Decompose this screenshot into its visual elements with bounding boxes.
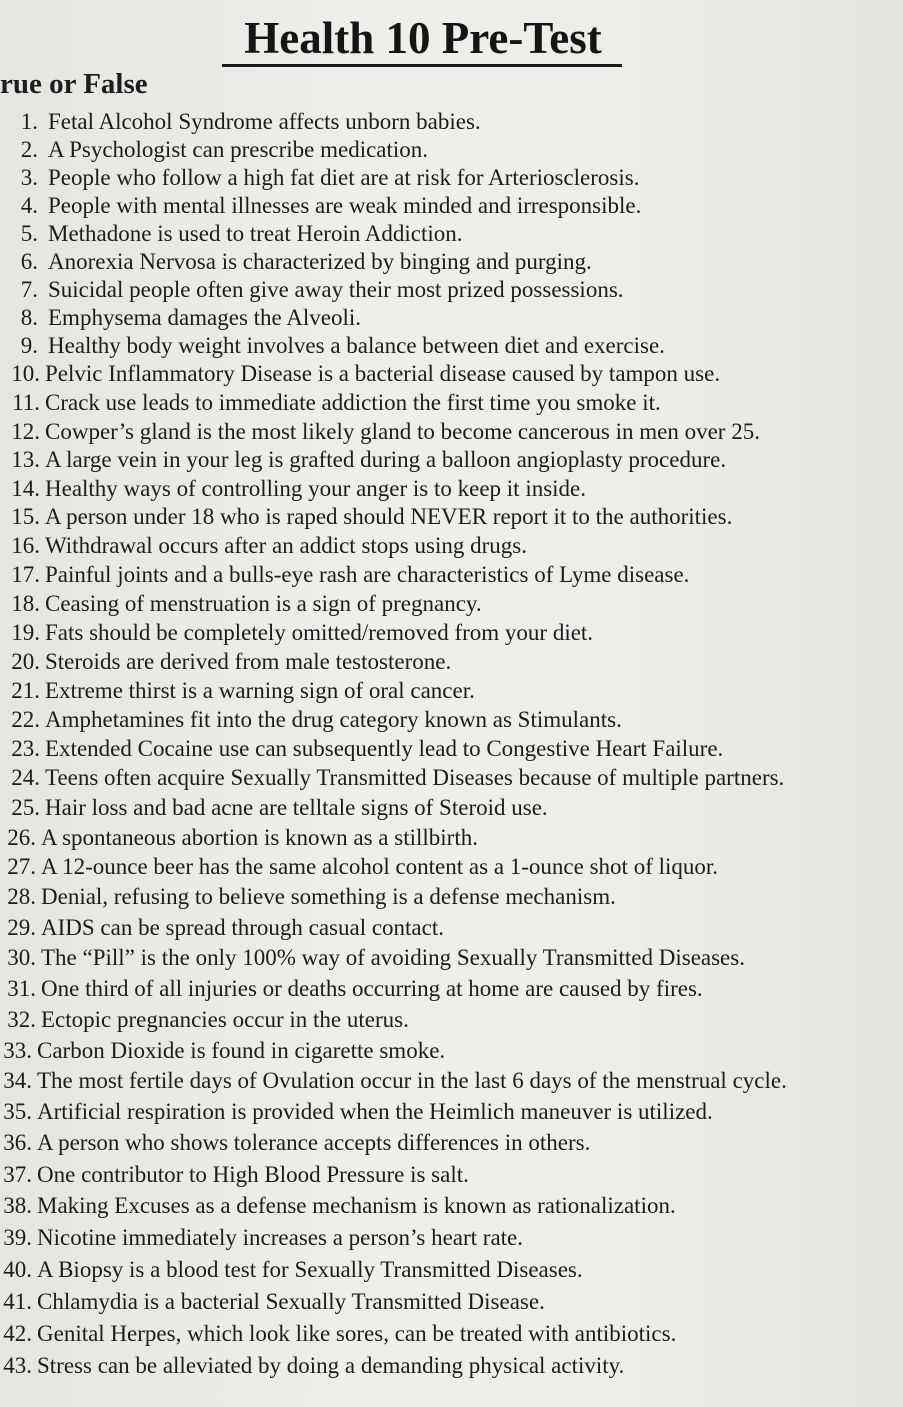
question-number: 1. bbox=[20, 109, 38, 134]
question-text: Genital Herpes, which look like sores, can be treated with antibiotics. bbox=[37, 1321, 677, 1346]
question-number: 42. bbox=[3, 1321, 32, 1346]
question-text: Nicotine immediately increases a person’s heart rate. bbox=[37, 1225, 523, 1250]
question-number: 3. bbox=[20, 165, 38, 190]
question-text: Extended Cocaine use can subsequently lead to Congestive Heart Failure. bbox=[45, 736, 724, 761]
question-item bbox=[8, 332, 665, 360]
question-number: 34. bbox=[3, 1068, 32, 1093]
question-item bbox=[8, 304, 361, 332]
question-text: A spontaneous abortion is known as a stillbirth. bbox=[41, 825, 478, 850]
question-item bbox=[6, 503, 732, 531]
question-text: Teens often acquire Sexually Transmitted Diseases because of multiple partners. bbox=[45, 765, 785, 790]
question-number: 13. bbox=[11, 447, 40, 472]
question-item bbox=[6, 561, 689, 589]
question-text: Suicidal people often give away their most prized possessions. bbox=[48, 277, 624, 302]
question-item bbox=[0, 1037, 445, 1065]
question-number: 19. bbox=[11, 620, 40, 645]
question-text: Steroids are derived from male testosterone. bbox=[45, 649, 452, 674]
question-item bbox=[2, 975, 703, 1003]
question-text: AIDS can be spread through casual contact. bbox=[41, 915, 444, 940]
question-text: Carbon Dioxide is found in cigarette smoke. bbox=[37, 1038, 446, 1063]
question-number: 23. bbox=[11, 736, 40, 761]
question-number: 24. bbox=[11, 765, 40, 790]
question-number: 41. bbox=[3, 1289, 32, 1314]
question-number: 36. bbox=[3, 1130, 32, 1155]
question-item bbox=[0, 1352, 624, 1380]
question-number: 25. bbox=[11, 795, 40, 820]
question-text: Amphetamines fit into the drug category known as Stimulants. bbox=[45, 707, 622, 732]
question-number: 12. bbox=[11, 419, 40, 444]
question-item bbox=[2, 944, 745, 972]
question-text: The most fertile days of Ovulation occur in the last 6 days of the menstrual cycle. bbox=[37, 1068, 787, 1093]
question-number: 10. bbox=[11, 361, 40, 386]
question-item bbox=[0, 1224, 523, 1252]
question-number: 35. bbox=[3, 1099, 32, 1124]
question-text: Crack use leads to immediate addiction the first time you smoke it. bbox=[45, 390, 661, 415]
question-text: A large vein in your leg is grafted during a balloon angioplasty procedure. bbox=[45, 447, 727, 472]
question-item bbox=[6, 446, 726, 474]
question-item bbox=[8, 192, 641, 220]
question-text: Withdrawal occurs after an addict stops using drugs. bbox=[45, 533, 527, 558]
question-number: 30. bbox=[7, 945, 36, 970]
question-item bbox=[6, 794, 548, 822]
question-text: A person who shows tolerance accepts differences in others. bbox=[37, 1130, 591, 1155]
question-number: 6. bbox=[20, 249, 38, 274]
question-number: 40. bbox=[3, 1257, 32, 1282]
question-number: 22. bbox=[11, 707, 40, 732]
question-number: 2. bbox=[20, 137, 38, 162]
question-item bbox=[6, 764, 784, 792]
question-text: Methadone is used to treat Heroin Addiction. bbox=[48, 221, 463, 246]
question-item bbox=[8, 164, 639, 192]
question-text: A 12-ounce beer has the same alcohol content as a 1-ounce shot of liquor. bbox=[41, 854, 719, 879]
question-item bbox=[6, 706, 622, 734]
question-item bbox=[6, 735, 723, 763]
question-number: 27. bbox=[7, 854, 36, 879]
question-text: People who follow a high fat diet are at risk for Arteriosclerosis. bbox=[48, 165, 640, 190]
question-text: Ceasing of menstruation is a sign of pregnancy. bbox=[45, 591, 482, 616]
question-text: A Biopsy is a blood test for Sexually Transmitted Diseases. bbox=[37, 1257, 583, 1282]
question-item bbox=[6, 360, 720, 388]
question-text: One third of all injuries or deaths occurring at home are caused by fires. bbox=[41, 976, 703, 1001]
question-number: 17. bbox=[11, 562, 40, 587]
question-item bbox=[6, 389, 661, 417]
question-item bbox=[6, 590, 482, 618]
question-number: 28. bbox=[7, 884, 36, 909]
question-item bbox=[0, 1288, 545, 1316]
question-item bbox=[2, 883, 616, 911]
question-item bbox=[0, 1129, 590, 1157]
question-text: The “Pill” is the only 100% way of avoiding Sexually Transmitted Diseases. bbox=[41, 945, 745, 970]
question-item bbox=[0, 1256, 583, 1284]
question-text: People with mental illnesses are weak minded and irresponsible. bbox=[48, 193, 642, 218]
question-item bbox=[0, 1320, 676, 1348]
question-number: 26. bbox=[7, 825, 36, 850]
question-text: Cowper’s gland is the most likely gland to become cancerous in men over 25. bbox=[45, 419, 760, 444]
question-number: 15. bbox=[11, 504, 40, 529]
question-number: 8. bbox=[20, 305, 38, 330]
question-item bbox=[0, 1067, 787, 1095]
question-item bbox=[2, 1006, 409, 1034]
question-text: Extreme thirst is a warning sign of oral cancer. bbox=[45, 678, 475, 703]
question-number: 20. bbox=[11, 649, 40, 674]
question-text: Artificial respiration is provided when the Heimlich maneuver is utilized. bbox=[37, 1099, 713, 1124]
question-number: 32. bbox=[7, 1007, 36, 1032]
question-number: 16. bbox=[11, 533, 40, 558]
question-number: 38. bbox=[3, 1193, 32, 1218]
question-text: Hair loss and bad acne are telltale signs of Steroid use. bbox=[45, 795, 548, 820]
question-item bbox=[8, 108, 481, 136]
question-number: 14. bbox=[11, 476, 40, 501]
question-number: 33. bbox=[3, 1038, 32, 1063]
question-item bbox=[6, 648, 451, 676]
question-number: 7. bbox=[20, 277, 38, 302]
question-text: Healthy body weight involves a balance between diet and exercise. bbox=[48, 333, 665, 358]
question-text: Fats should be completely omitted/removed from your diet. bbox=[45, 620, 594, 645]
question-number: 4. bbox=[20, 193, 38, 218]
question-text: Pelvic Inflammatory Disease is a bacterial disease caused by tampon use. bbox=[45, 361, 721, 386]
question-text: One contributor to High Blood Pressure is salt. bbox=[37, 1162, 469, 1187]
question-text: Anorexia Nervosa is characterized by binging and purging. bbox=[48, 249, 592, 274]
question-text: Denial, refusing to believe something is a defense mechanism. bbox=[41, 884, 616, 909]
question-text: Chlamydia is a bacterial Sexually Transmitted Disease. bbox=[37, 1289, 545, 1314]
question-number: 18. bbox=[11, 591, 40, 616]
question-item bbox=[8, 220, 463, 248]
question-text: Fetal Alcohol Syndrome affects unborn babies. bbox=[48, 109, 481, 134]
section-heading: rue or False bbox=[0, 68, 148, 100]
question-text: Stress can be alleviated by doing a demanding physical activity. bbox=[37, 1353, 625, 1378]
question-number: 31. bbox=[7, 976, 36, 1001]
question-text: A person under 18 who is raped should NEVER report it to the authorities. bbox=[45, 504, 733, 529]
title-underline bbox=[222, 64, 622, 67]
question-number: 9. bbox=[20, 333, 38, 358]
question-item bbox=[6, 475, 586, 503]
question-item bbox=[0, 1192, 676, 1220]
question-item bbox=[6, 418, 760, 446]
question-text: Making Excuses as a defense mechanism is known as rationalization. bbox=[37, 1193, 676, 1218]
page-title: Health 10 Pre-Test bbox=[244, 13, 602, 63]
question-item bbox=[0, 1161, 469, 1189]
question-item bbox=[2, 914, 444, 942]
question-item bbox=[0, 1098, 713, 1126]
question-item bbox=[8, 276, 624, 304]
question-number: 21. bbox=[11, 678, 40, 703]
question-item bbox=[8, 248, 592, 276]
question-item bbox=[6, 677, 475, 705]
question-text: Healthy ways of controlling your anger is to keep it inside. bbox=[45, 476, 587, 501]
question-number: 11. bbox=[12, 390, 40, 415]
question-text: Painful joints and a bulls-eye rash are characteristics of Lyme disease. bbox=[45, 562, 690, 587]
question-number: 39. bbox=[3, 1225, 32, 1250]
question-number: 37. bbox=[3, 1162, 32, 1187]
question-item bbox=[6, 532, 527, 560]
question-number: 29. bbox=[7, 915, 36, 940]
question-number: 43. bbox=[3, 1353, 32, 1378]
question-item bbox=[2, 853, 718, 881]
question-text: A Psychologist can prescribe medication. bbox=[48, 137, 429, 162]
question-item bbox=[8, 136, 428, 164]
question-item bbox=[2, 824, 478, 852]
question-number: 5. bbox=[20, 221, 38, 246]
question-text: Ectopic pregnancies occur in the uterus. bbox=[41, 1007, 409, 1032]
question-item bbox=[6, 619, 593, 647]
question-text: Emphysema damages the Alveoli. bbox=[48, 305, 361, 330]
